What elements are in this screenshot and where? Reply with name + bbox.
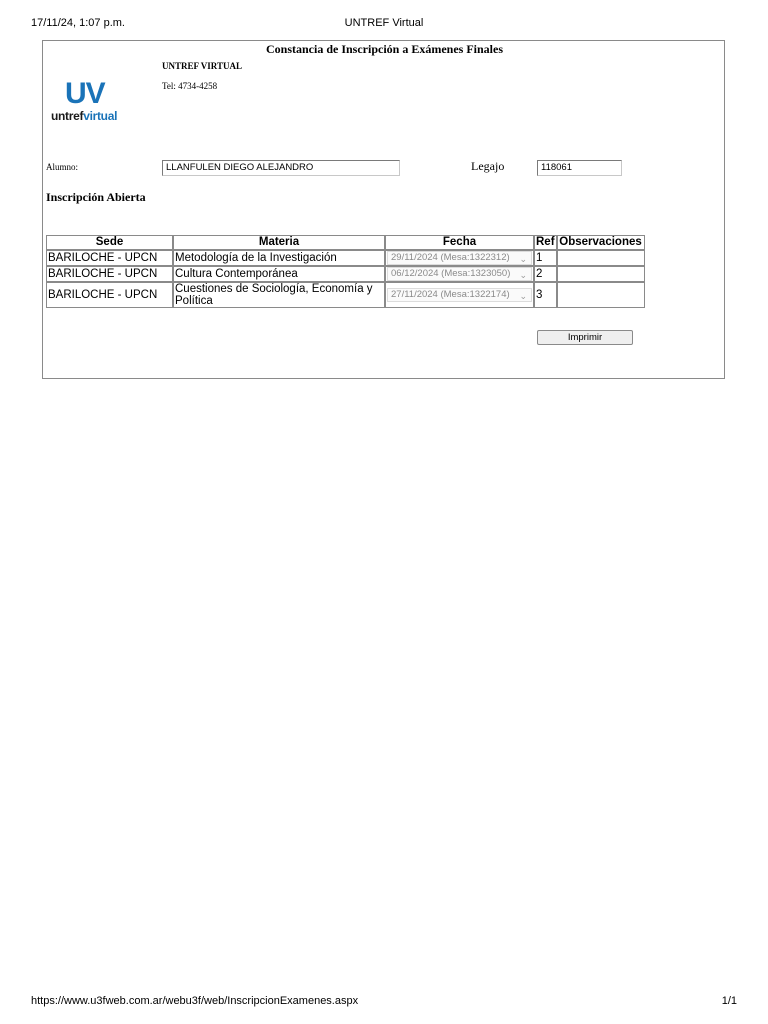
legajo-field[interactable]: 118061 [537, 160, 622, 176]
fecha-select[interactable]: 29/11/2024 (Mesa:1322312) ⌄ [387, 251, 532, 265]
cell-materia: Metodología de la Investigación [173, 250, 385, 266]
chevron-down-icon: ⌄ [519, 291, 527, 301]
chevron-down-icon: ⌄ [519, 270, 527, 280]
cell-observaciones [557, 266, 645, 282]
cell-ref: 2 [534, 266, 557, 282]
certificate-frame [42, 40, 725, 379]
cell-materia: Cultura Contemporánea [173, 266, 385, 282]
header-sede: Sede [46, 235, 173, 250]
org-name: UNTREF VIRTUAL [162, 61, 242, 71]
cell-ref: 3 [534, 282, 557, 308]
cell-sede: BARILOCHE - UPCN [46, 282, 173, 308]
table-row [46, 282, 645, 308]
cell-sede: BARILOCHE - UPCN [46, 250, 173, 266]
table-header-row [46, 235, 645, 250]
org-tel: Tel: 4734-4258 [162, 81, 218, 91]
print-header-date: 17/11/24, 1:07 p.m. [31, 17, 125, 29]
cell-fecha [385, 282, 534, 308]
header-ref: Ref [536, 236, 555, 248]
print-button[interactable]: Imprimir [537, 330, 633, 345]
cell-materia: Cuestiones de Sociología, Economía y Política [173, 282, 385, 308]
logo-mark: UV [65, 77, 105, 110]
alumno-field[interactable]: LLANFULEN DIEGO ALEJANDRO [162, 160, 400, 176]
alumno-label: Alumno: [46, 162, 79, 172]
untref-virtual-logo [51, 79, 131, 125]
print-footer-page: 1/1 [721, 995, 737, 1007]
legajo-label: Legajo [471, 159, 505, 173]
header-fecha: Fecha [385, 235, 534, 250]
fecha-select[interactable]: 06/12/2024 (Mesa:1323050) ⌄ [387, 267, 532, 281]
print-footer-url: https://www.u3fweb.com.ar/webu3f/web/InscripcionExamenes.aspx [31, 995, 359, 1007]
cell-ref: 1 [534, 250, 557, 266]
chevron-down-icon: ⌄ [519, 254, 527, 264]
header-observaciones: Observaciones [557, 235, 645, 250]
cell-fecha [385, 266, 534, 282]
cell-fecha [385, 250, 534, 266]
document-title: Constancia de Inscripción a Exámenes Finales [265, 42, 503, 56]
fecha-select[interactable]: 27/11/2024 (Mesa:1322174) ⌄ [387, 288, 532, 302]
section-title: Inscripción Abierta [46, 190, 146, 204]
logo-wordmark: untrefvirtual [51, 109, 118, 123]
cell-observaciones [557, 282, 645, 308]
exams-table [46, 235, 645, 308]
table-row [46, 266, 645, 282]
cell-observaciones [557, 250, 645, 266]
header-materia: Materia [173, 235, 385, 250]
cell-sede: BARILOCHE - UPCN [46, 266, 173, 282]
print-header-title: UNTREF Virtual [344, 17, 424, 29]
table-row [46, 250, 645, 266]
